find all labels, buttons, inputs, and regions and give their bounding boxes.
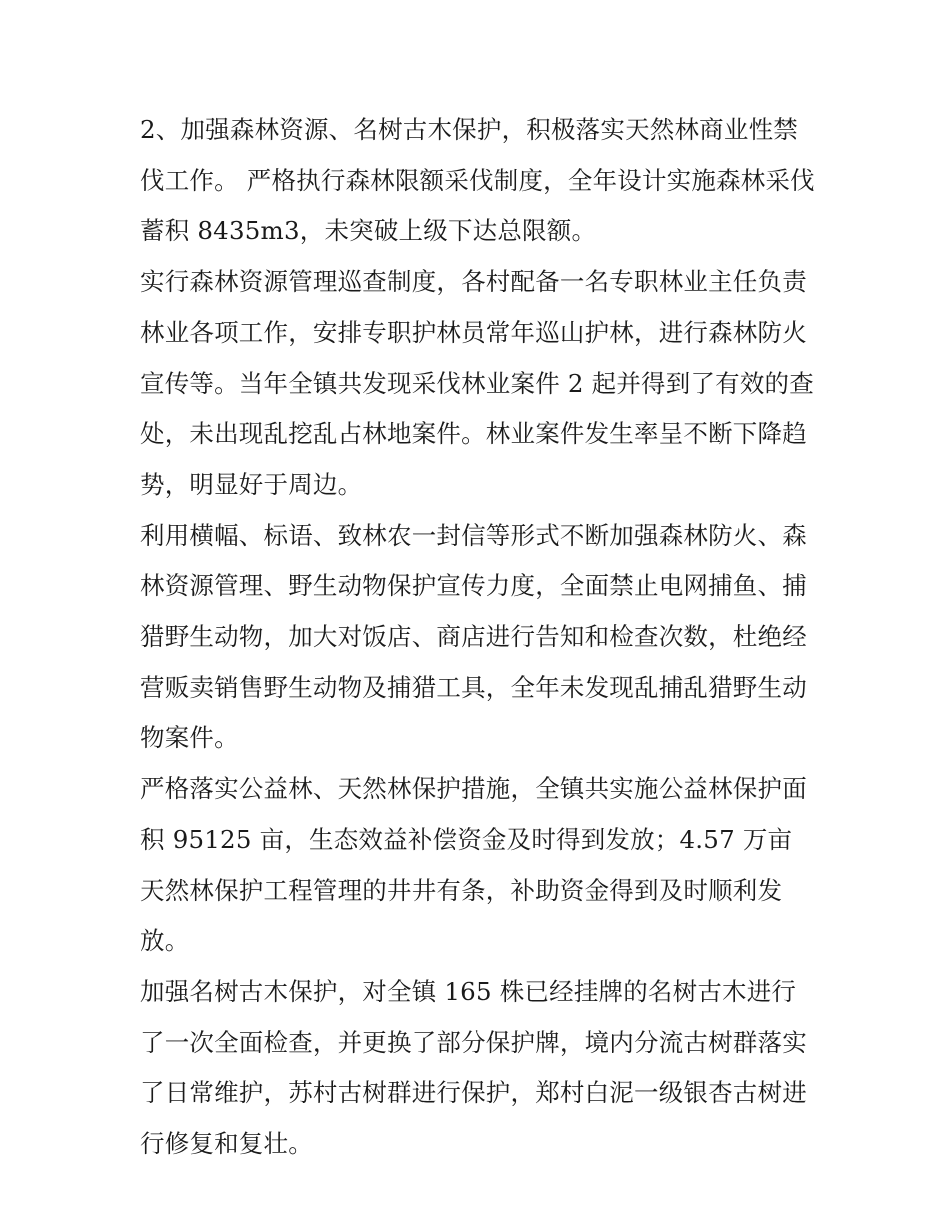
paragraph-patrol-system: 实行森林资源管理巡查制度，各村配备一名专职林业主任负责林业各项工作，安排专职护林员常年巡山护林，进行森林防火宣传等。当年全镇共发现采伐林业案件 2 起并得到了有效的查处，未出现乱挖乱占林地案件。林业案件发生率呈不断下降趋势，明显好于周边。 [140,267,814,499]
paragraph-forest-protection: 2、加强森林资源、名树古木保护，积极落实天然林商业性禁伐工作。 严格执行森林限额采伐制度，全年设计实施森林采伐蓄积 8435m3，未突破上级下达总限额。 [140,115,815,246]
paragraph-wildlife-publicity: 利用横幅、标语、致林农一封信等形式不断加强森林防火、森林资源管理、野生动物保护宣传力度，全面禁止电网捕鱼、捕猎野生动物，加大对饭店、商店进行告知和检查次数，杜绝经营贩卖销售野生动物及捕猎工具，全年未发现乱捕乱猎野生动物案件。 [140,520,807,753]
paragraph-ancient-trees: 加强名树古木保护，对全镇 165 株已经挂牌的名树古木进行了一次全面检查，并更换了部分保护牌，境内分流古树群落实了日常维护，苏村古树群进行保护，郑村白泥一级银杏古树进行修复和复壮。 [140,976,807,1159]
document-body [140,105,815,1170]
paragraph-public-welfare-forest: 严格落实公益林、天然林保护措施，全镇共实施公益林保护面积 95125 亩，生态效益补偿资金及时得到发放；4.57 万亩天然林保护工程管理的井井有条，补助资金得到及时顺利发放。 [140,774,807,956]
